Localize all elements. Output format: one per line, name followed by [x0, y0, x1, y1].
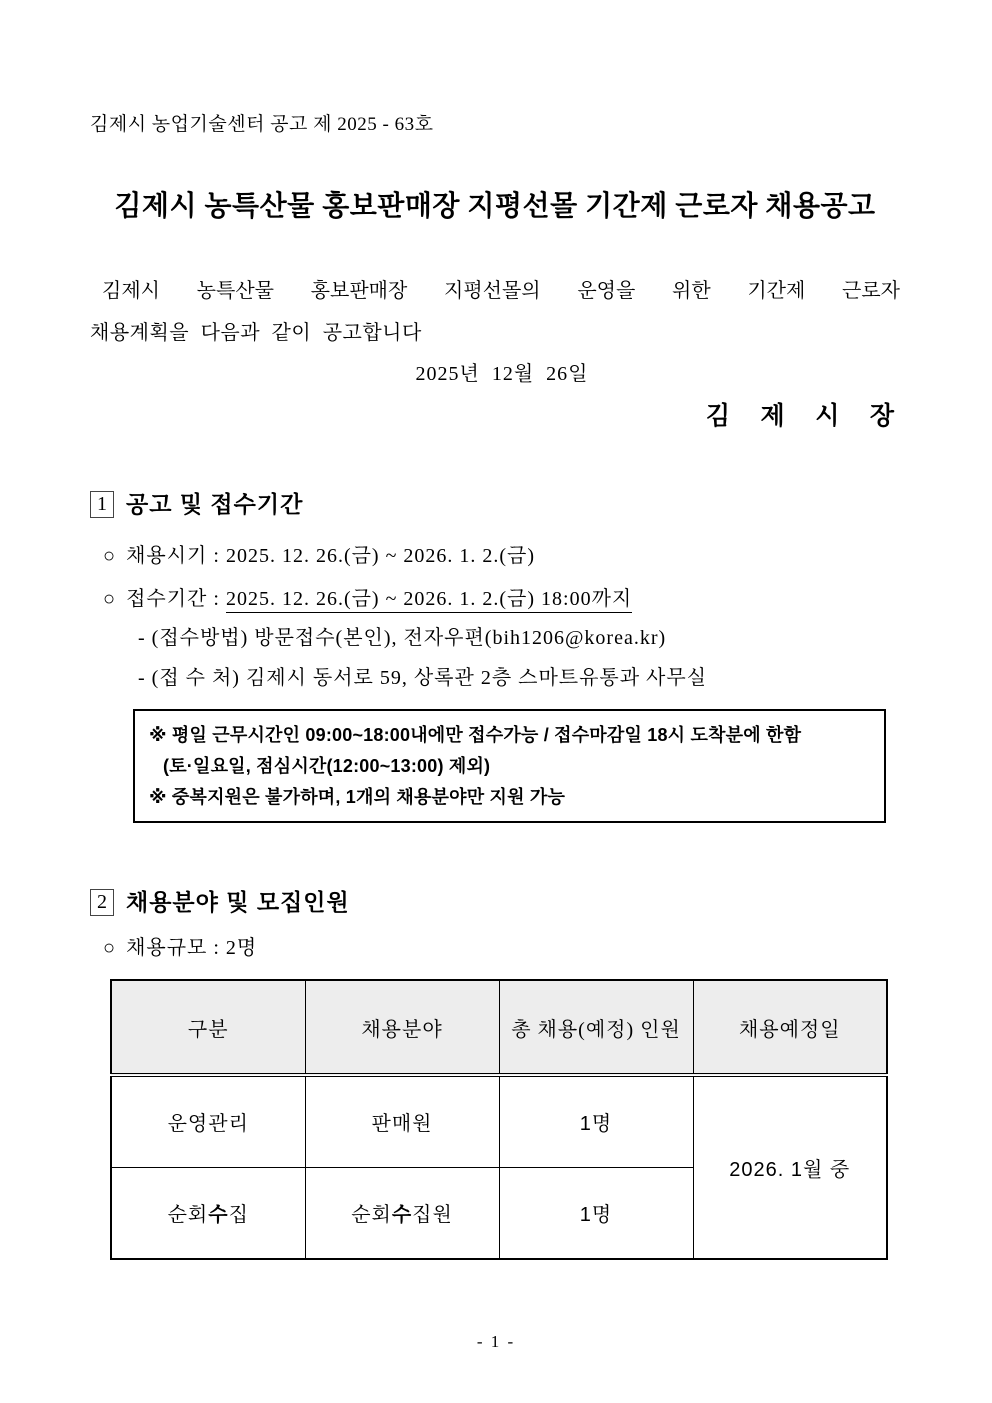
- section-2-header: [90, 885, 900, 919]
- note-line-2: (토·일요일, 점심시간(12:00~13:00) 제외): [163, 756, 491, 776]
- hire-scale-text: 채용규모 : 2명: [126, 937, 258, 959]
- hire-period-value: 2025. 12. 26.(금) ~ 2026. 1. 2.(금): [225, 545, 536, 567]
- note-box: [133, 709, 886, 823]
- cell-count-1: 1명: [499, 1075, 693, 1167]
- cell-text-part: 순회: [167, 1204, 209, 1227]
- apply-period-value: 2025. 12. 26.(금) ~ 2026. 1. 2.(금) 18:00까지: [226, 588, 632, 613]
- apply-period-label: 접수기간 :: [126, 588, 226, 610]
- cell-text-part: 집: [228, 1204, 249, 1227]
- mayor-signature: 김 제 시 장: [705, 403, 900, 430]
- cell-count-2: 1명: [499, 1167, 693, 1259]
- section-2-number-box: 2: [90, 889, 114, 916]
- recruit-table: [110, 979, 888, 1260]
- cell-field-collector: [305, 1167, 499, 1259]
- section-1-title: 공고 및 접수기간: [126, 491, 304, 517]
- apply-place-line: - (접 수 처) 김제시 동서로 59, 상록관 2층 스마트유통과 사무실: [138, 667, 708, 689]
- intro-line-2: 채용계획을 다음과 같이 공고합니다: [90, 322, 422, 344]
- announcement-date: 2025년 12월 26일: [415, 363, 589, 385]
- note-line-3: ※ 중복지원은 불가하며, 1개의 채용분야만 지원 가능: [149, 787, 566, 807]
- section-1-number-box: 1: [90, 491, 114, 518]
- circle-bullet-marker: ○: [103, 937, 117, 959]
- cell-text-part-bold: 수: [208, 1204, 229, 1227]
- cell-category-collection: [111, 1167, 305, 1259]
- intro-paragraph: [90, 270, 900, 354]
- header-cell-count: 총 채용(예정) 인원: [499, 980, 693, 1075]
- apply-period-bullet: [90, 584, 900, 614]
- hire-period-label: 채용시기 :: [126, 545, 226, 567]
- header-cell-category: 구분: [111, 980, 305, 1075]
- cell-category-operations: 운영관리: [111, 1075, 305, 1167]
- page-title: 김제시 농특산물 홍보판매장 지평선몰 기간제 근로자 채용공고: [114, 191, 876, 222]
- apply-method-line: - (접수방법) 방문접수(본인), 전자우편(bih1206@korea.kr): [138, 627, 667, 649]
- section-1-header: [90, 487, 900, 521]
- cell-text-part: 집원: [412, 1204, 453, 1227]
- hire-period-bullet: [90, 541, 900, 571]
- hire-scale-bullet: [90, 933, 900, 963]
- table-row-operations: [111, 1075, 887, 1167]
- header-cell-field: 채용분야: [305, 980, 499, 1075]
- note-line-1: ※ 평일 근무시간인 09:00~18:00내에만 접수가능 / 접수마감일 18시 도착분에 한함: [149, 725, 802, 745]
- doc-number: 김제시 농업기술센터 공고 제 2025 - 63호: [90, 114, 434, 135]
- circle-bullet-marker: ○: [103, 588, 117, 610]
- section-2-title: 채용분야 및 모집인원: [126, 889, 350, 915]
- cell-text-part-bold: 수: [391, 1204, 413, 1227]
- intro-line-1: 김제시 농특산물 홍보판매장 지평선몰의 운영을 위한 기간제 근로자: [102, 280, 900, 302]
- page-number: - 1 -: [476, 1332, 516, 1351]
- cell-schedule: 2026. 1월 중: [693, 1075, 887, 1259]
- circle-bullet-marker: ○: [103, 545, 117, 567]
- header-cell-schedule: 채용예정일: [693, 980, 887, 1075]
- cell-field-salesperson: 판매원: [305, 1075, 499, 1167]
- table-header-row: [111, 980, 887, 1075]
- cell-text-part: 순회: [351, 1204, 392, 1227]
